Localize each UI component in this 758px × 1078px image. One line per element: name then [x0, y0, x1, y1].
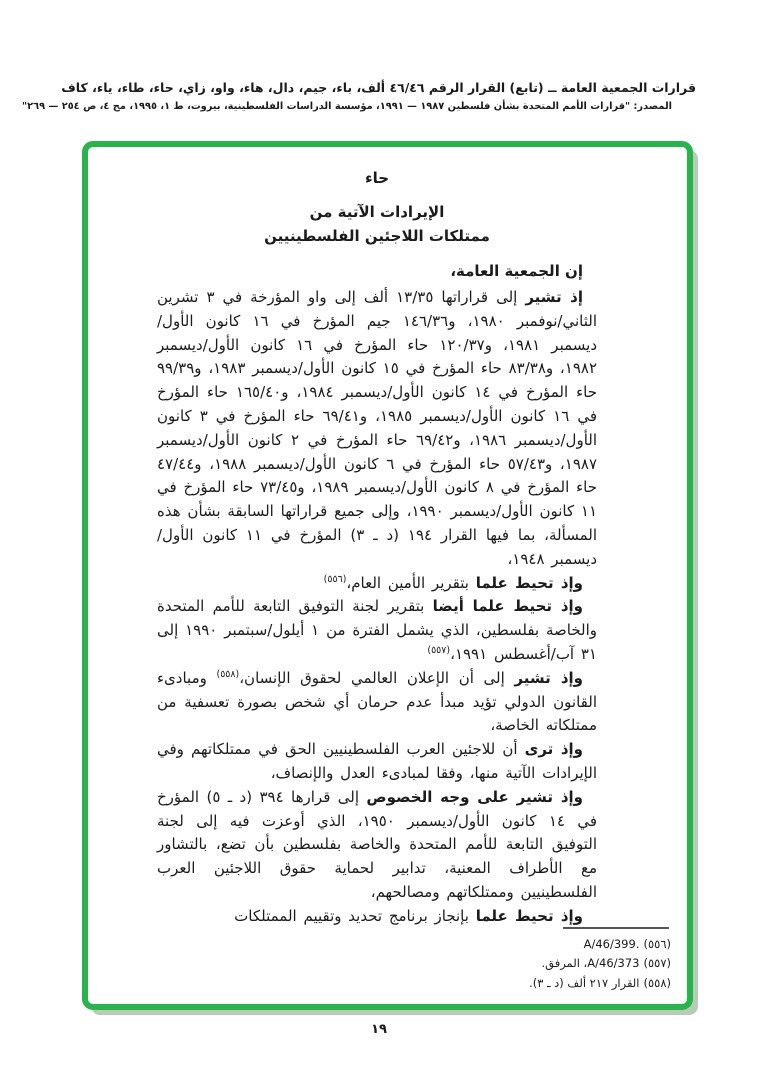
paragraph-text: أن للاجئين العرب الفلسطينيين الحق في ممتلكاتهم وفي الإيرادات الآتية منها، وفقا لمبادىء العدل والإنصاف، — [157, 740, 597, 782]
section-letter: حاء — [364, 169, 390, 187]
paragraph-lead: وإذ تحيط علما أيضا — [432, 597, 583, 616]
paragraph-taking-note-sg-report — [157, 572, 597, 596]
header-source-line: المصدر: "قرارات الأمم المتحدة بشأن فلسطين ١٩٨٧ — ١٩٩١، مؤسسة الدراسات الفلسطينية، بيروت، ط ١، ١٩٩٥، مج ٤، ص ٢٥٤ — ٢٦٩" — [22, 101, 672, 112]
paragraph-taking-note-conciliation-commission — [157, 595, 597, 666]
green-document-frame — [82, 141, 693, 1010]
footnotes-block — [529, 927, 671, 994]
paragraph-property-evaluation-programme — [157, 905, 597, 929]
document-body — [88, 147, 687, 1004]
footnote-separator-rule — [563, 927, 669, 929]
page-number: ١٩ — [371, 1022, 387, 1037]
footnote-marker: (٥٥٧) — [643, 956, 671, 970]
header-title: قرارات الجمعية العامة ــ (تابع) القرار الرقم ٤٦/٤٦ ألف، باء، جيم، دال، هاء، واو، زاي، حاء، طاء، ياء، كاف — [61, 80, 696, 95]
document-title-line-1: الإيرادات الآتية من — [309, 203, 445, 221]
footnote-text: A/46/373، المرفق. — [541, 956, 640, 970]
paragraph-refugee-property-rights — [157, 738, 597, 786]
running-header — [22, 80, 696, 112]
paragraph-lead: وإذ تشير — [514, 668, 583, 687]
footnote-ref-556: (٥٥٦) — [323, 573, 347, 585]
paragraph-text: إلى قراراتها ١٣/٣٥ ألف إلى واو المؤرخة في ٣ تشرين الثاني/نوفمبر ١٩٨٠، و١٤٦/٣٦ جيم المؤرخ في ١٦ كانون الأول/ديسمبر ١٩٨١، و١٢٠/٣٧ حاء المؤرخ في ١٦ كانون الأول/ديسمبر ١٩٨٢، و٨٣/٣٨ حاء المؤرخ في ١٥ كانون الأول/ديسمبر ١٩٨٣، و٩٩/٣٩ حاء المؤرخ في ١٤ كانون الأول/ديسمبر ١٩٨٤، و١٦٥/٤٠ حاء المؤرخ في ١٦ كانون الأول/ديسمبر ١٩٨٥، و٦٩/٤١ حاء المؤرخ في ٣ كانون الأول/ديسمبر ١٩٨٦، و٦٩/٤٢ حاء المؤرخ في ٢ كانون الأول/ديسمبر ١٩٨٧، و٥٧/٤٣ حاء المؤرخ في ٦ كانون الأول/ديسمبر ١٩٨٨، و٤٧/٤٤ حاء المؤرخ في ٨ كانون الأول/ديسمبر ١٩٨٩، و٧٣/٤٥ حاء المؤرخ في ١١ كانون الأول/ديسمبر ١٩٩٠، وإلى جميع قراراتها السابقة بشأن هذه المسألة، بما فيها القرار ١٩٤ (د ـ ٣) المؤرخ في ١١ كانون الأول/ديسمبر ١٩٤٨، — [157, 288, 598, 568]
paragraph-text-continued: ومبادىء القانون الدولي تؤيد مبدأ عدم حرمان أي شخص بصورة تعسفية من ممتلكاته الخاصة، — [157, 668, 597, 735]
paragraph-recalling-resolutions — [157, 286, 597, 572]
footnote-556 — [529, 935, 671, 955]
paragraph-text: بتقرير لجنة التوفيق التابعة للأمم المتحدة والخاصة بفلسطين، الذي يشمل الفترة من ١ أيلول/سبتمبر ١٩٩٠ إلى ٣١ آب/أغسطس ١٩٩١، — [157, 597, 597, 663]
paragraph-lead: وإذ تحيط علما — [475, 573, 583, 592]
paragraph-lead: إذ تشير — [525, 288, 583, 306]
paragraph-universal-declaration — [157, 667, 597, 738]
document-title-line-2: ممتلكات اللاجئين الفلسطينيين — [264, 227, 490, 245]
paragraph-text: بإنجاز برنامج تحديد وتقييم الممتلكات — [234, 906, 476, 925]
footnote-marker: (٥٥٨) — [643, 975, 671, 990]
footnote-text: A/46/399. — [583, 936, 640, 951]
footnote-558 — [529, 974, 671, 994]
paragraph-lead: وإذ تشير على وجه الخصوص — [366, 787, 583, 806]
paragraph-resolution-394 — [157, 786, 597, 905]
footnote-557 — [529, 954, 671, 974]
footnote-ref-558: (٥٥٨) — [216, 668, 240, 680]
paragraph-text: بتقرير الأمين العام، — [346, 573, 476, 592]
paragraph-text: إلى قرارها ٣٩٤ (د ـ ٥) المؤرخ في ١٤ كانون الأول/ديسمبر ١٩٥٠، الذي أوعزت فيه إلى لجنة التوفيق التابعة للأمم المتحدة والخاصة بفلسطين بأن تضع، بالتشاور مع الأطراف المعنية، تدابير لحماية حقوق اللاجئين العرب الفلسطينيين وممتلكاتهم ومصالحهم، — [157, 787, 597, 901]
paragraph-text: إلى أن الإعلان العالمي لحقوق الإنسان، — [239, 668, 515, 687]
opening-phrase: إن الجمعية العامة، — [450, 262, 583, 280]
footnote-marker: (٥٥٦) — [643, 936, 671, 951]
paragraph-lead: وإذ تحيط علما — [475, 906, 583, 925]
footnote-text: القرار ٢١٧ ألف (د ـ ٣). — [529, 975, 640, 990]
footnote-ref-557: (٥٥٧) — [427, 644, 451, 656]
paragraph-lead: وإذ ترى — [524, 740, 583, 759]
